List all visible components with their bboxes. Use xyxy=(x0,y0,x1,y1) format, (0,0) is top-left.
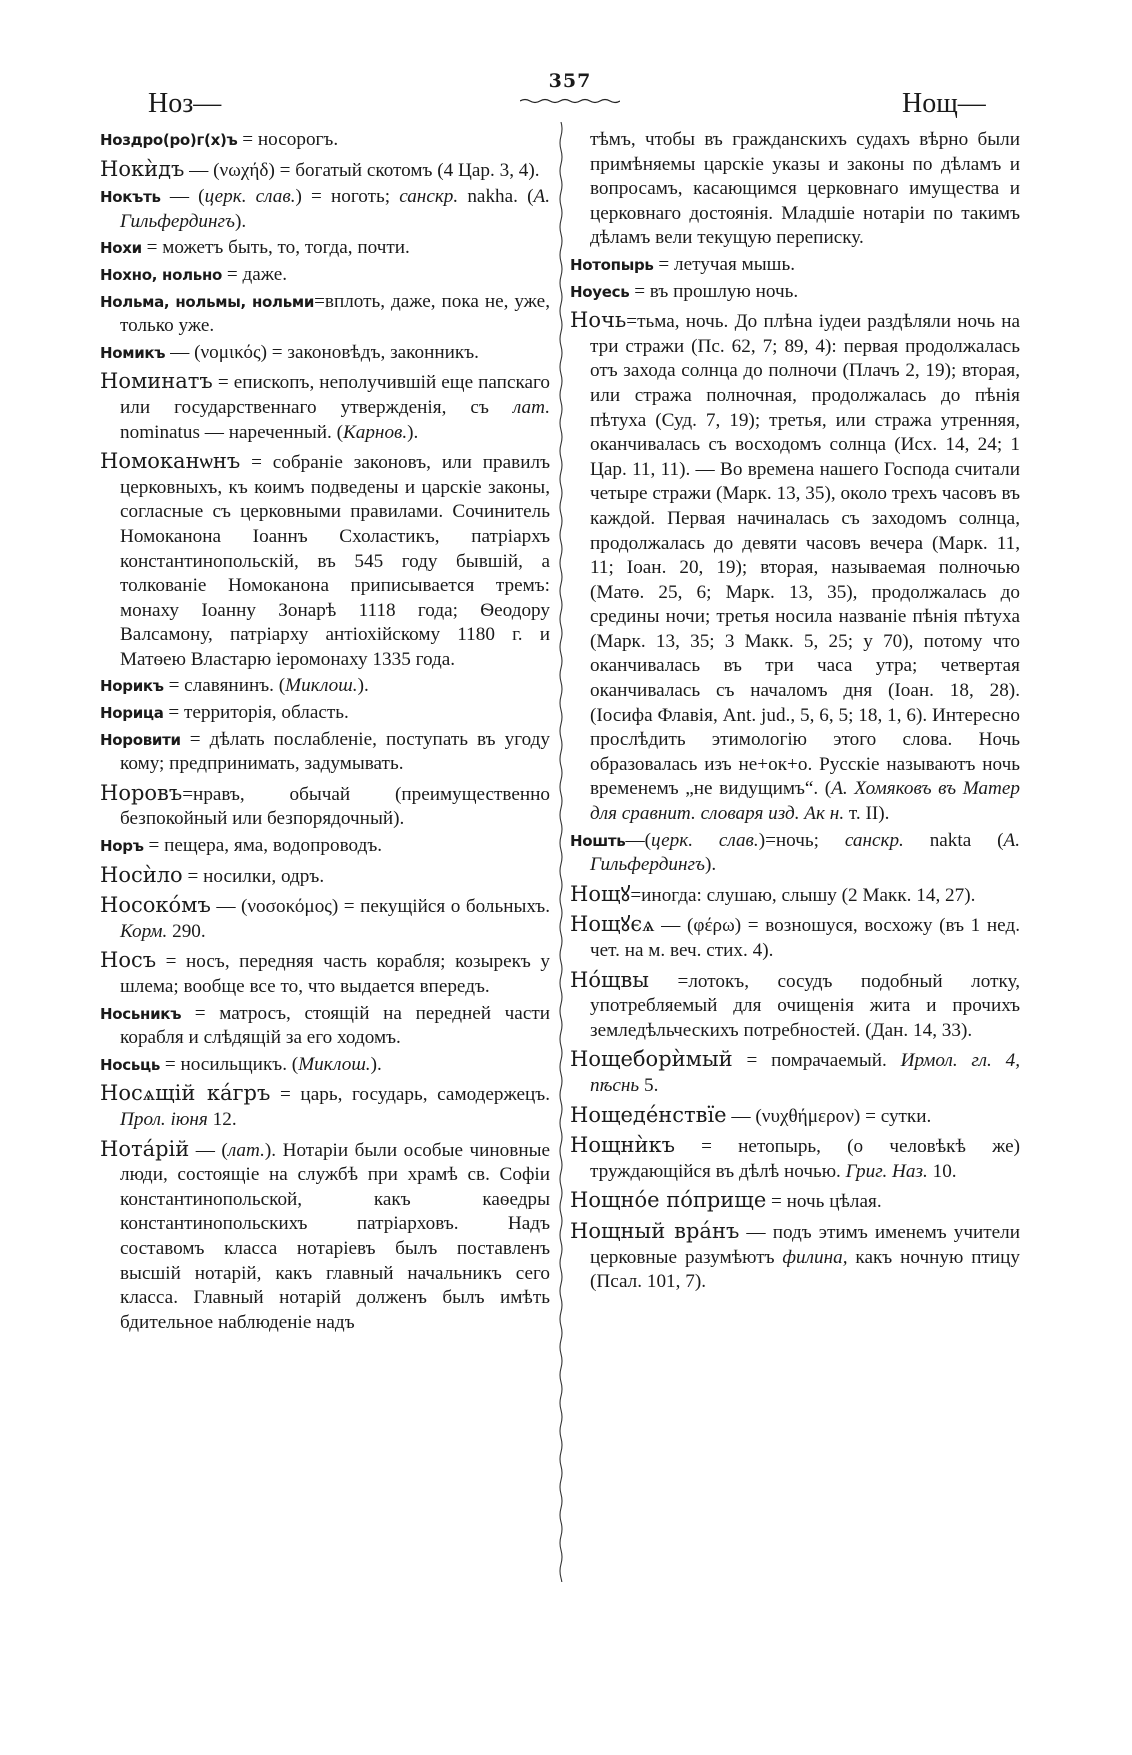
headword: Ношть xyxy=(570,831,626,850)
source-reference: А. Гильфердингъ xyxy=(590,829,1021,876)
dictionary-entry xyxy=(570,1133,1020,1184)
dictionary-entry xyxy=(100,128,550,153)
guide-word-right: Нощ— xyxy=(902,88,986,119)
definition-text: ). xyxy=(407,421,419,443)
definition-text: какъ ночную птицу (Псал. 101, 7). xyxy=(590,1246,1020,1293)
headword: Номинатъ xyxy=(100,369,213,394)
definition-text: 5. xyxy=(639,1074,659,1096)
headword: Норикъ xyxy=(100,677,164,696)
headword: Ноуесь xyxy=(570,282,630,301)
headword: Норовъ xyxy=(100,780,183,805)
dictionary-entry xyxy=(100,701,550,726)
source-reference: Григ. Наз. xyxy=(845,1160,928,1182)
definition-text: = епископъ, неполучившій еще папскаго или государственнаго утвержденія, съ xyxy=(120,372,550,418)
definition-text: — (φέρω) = возношуся, восхожу (въ 1 нед. чет. на м. веч. стих. 4). xyxy=(590,915,1020,961)
dictionary-entry xyxy=(100,728,550,777)
definition-text: = пещера, яма, водопроводъ. xyxy=(143,835,383,857)
definition-text: =вплоть, даже, пока не, уже, только уже. xyxy=(120,290,550,337)
definition-text: = собраніе законовъ, или правилъ церковныхъ, къ коимъ подведены и царскіе законы, согласные съ церковными правилами. Сочинитель Номоканона Іоаннъ Схоластикъ, патріархъ константинопольскій, въ 545 году бывшій, а толкованіе Номоканона приписывается тремъ: монаху Іоанну Зонарѣ 1118 года; Ѳеодору Валсамону, патріарху антіохійскому 1180 г. и Матѳею Властарю іеромонаху 1335 года. xyxy=(120,452,550,670)
headword: Нощнóе пóприще xyxy=(570,1188,767,1213)
definition-text: = ночь цѣлая. xyxy=(766,1191,882,1213)
source-reference: санскр. xyxy=(399,186,459,208)
definition-text: ). xyxy=(357,675,369,697)
definition-text: = славянинъ. ( xyxy=(163,675,286,697)
source-reference: А. Хомяковъ въ Матер для сравнит. словаря изд. Ак н. xyxy=(590,778,1020,825)
headword: Нольма, нольмы, нольми xyxy=(100,292,315,311)
headword: Норица xyxy=(100,704,164,723)
dictionary-entry xyxy=(100,893,550,944)
definition-text: 290. xyxy=(167,920,206,942)
definition-text: 10. xyxy=(927,1160,957,1182)
headword: Носѝло xyxy=(100,862,183,887)
headword: Нощеборѝмый xyxy=(570,1047,733,1072)
source-reference: Прол. іюня xyxy=(120,1108,208,1130)
source-reference: А. Гильфердингъ xyxy=(120,186,551,232)
definition-text: ). Нотаріи были особые чиновные люди, состоящіе на службѣ при храмѣ св. Софіи константинопольской, какъ каѳедры константинопольскихъ патріарховъ. Надъ составомъ класса нотаріевъ былъ поставленъ высшій нотарій, какъ главный начальникъ сего класса. Главный нотарій долженъ былъ имѣть бдительное наблюденіе надъ xyxy=(120,1139,550,1333)
headword: Нотáрій xyxy=(100,1136,190,1161)
dictionary-entry xyxy=(570,912,1020,963)
definition-text: =лотокъ, сосудъ подобный лотку, употребляемый для очищенія жита и прочихъ земледѣльческихъ потребностей. (Дан. 14, 33). xyxy=(590,970,1020,1041)
dictionary-entry xyxy=(100,948,550,999)
dictionary-entry xyxy=(570,1188,1020,1215)
headword: Нощеде́нствїе xyxy=(570,1102,727,1127)
dictionary-entry xyxy=(100,185,550,234)
dictionary-entry xyxy=(570,829,1020,878)
source-reference: церк. слав. xyxy=(651,829,759,851)
headword: Номикъ xyxy=(100,343,166,362)
definition-text: — (νομικός) = законовѣдъ, законникъ. xyxy=(165,341,479,363)
definition-text: = дѣлать послабленіе, поступать въ угоду кому; предпринимать, задумывать. xyxy=(120,728,550,775)
source-reference: Корм. xyxy=(120,920,168,942)
headword: Носокóмъ xyxy=(100,893,211,918)
definition-text: = въ прошлую ночь. xyxy=(629,280,799,302)
definition-text: =тьма, ночь. До плѣна іудеи раздѣляли ночь на три стражи (Пс. 62, 7; 89, 4): первая продолжалась отъ захода солнца до полночи (Плачъ 2, 19); вторая, или стража полночная, продолжалась до пѣнія пѣтуха (Суд. 7, 19); третья, или стража утренняя, оканчивалась съ восходомъ солнца (Исх. 14, 24; 1 Цар. 11, 11). — Во времена нашего Господа считали четыре стражи (Марк. 13, 35), около трехъ часовъ въ каждой. Первая начиналась съ заходомъ солнца, продолжалась до девяти часовъ вечера (Марк. 11, 11; Іоан. 20, 19); вторая, называемая полночью (Матѳ. 25, 6; Марк. 13, 35), продолжалась до средины ночи; третья носила названіе пѣнія пѣтуха (Марк. 13, 35; 3 Макк. 5, 25; у 70), потому что оканчивалась въ три часа утра; четвертая оканчивалась съ началомъ дня (Іоан. 18, 28). (Іосифа Флавія, Ant. jud., 5, 6, 5; 18, 1, 6). Интересно прослѣдить этимологію этого слова. Ночь образовалась изъ не+ок+о. Русскіе называютъ ночь временемъ „не видущимъ“. ( xyxy=(590,311,1020,800)
headword: Носьникъ xyxy=(100,1004,182,1023)
source-reference: Миклош. xyxy=(298,1053,371,1075)
headword: Носѧщій кáгръ xyxy=(100,1081,271,1106)
headword: Носьць xyxy=(100,1055,161,1074)
dictionary-entry xyxy=(100,1053,550,1078)
dictionary-entry xyxy=(570,253,1020,278)
dictionary-entry xyxy=(100,449,550,672)
dictionary-entry xyxy=(100,341,550,366)
definition-text: — (νυχθήμερον) = сутки. xyxy=(726,1105,932,1127)
headword: Нохи xyxy=(100,239,142,258)
definition-text: = летучая мышь. xyxy=(653,253,795,275)
definition-text: =нравъ, обычай (преимущественно безпокойный или безпорядочный). xyxy=(120,783,550,830)
headword: Норъ xyxy=(100,837,144,856)
guide-word-left: Ноз— xyxy=(148,88,222,119)
headword: Нокъть xyxy=(100,188,161,207)
dictionary-entry xyxy=(100,290,550,339)
definition-text: = нетопырь, (о человѣкѣ же) труждающійся въ дѣлѣ ночью. xyxy=(590,1136,1020,1182)
page-number: 357 xyxy=(548,70,592,92)
definition-text: = носорогъ. xyxy=(237,129,339,150)
definition-text: — (νοσοκόμος) = пекущійся о больныхъ. xyxy=(210,896,550,918)
definition-text: ) = ноготь; xyxy=(295,186,400,208)
dictionary-entry xyxy=(570,308,1020,826)
definition-text: ). xyxy=(704,854,717,876)
headword: Нохно, нольно xyxy=(100,265,223,284)
source-reference: лат. xyxy=(227,1139,265,1161)
headword: Нощꙋєѧ xyxy=(570,912,655,937)
headword: Номоканѡнъ xyxy=(100,449,241,474)
headword: Нотопырь xyxy=(570,255,654,274)
definition-text: — (νωχήδ) = богатый скотомъ (4 Цар. 3, 4). xyxy=(184,159,540,181)
definition-text: — ( xyxy=(160,186,205,208)
definition-text: — ( xyxy=(189,1139,228,1161)
entry-continuation xyxy=(570,128,1020,251)
dictionary-entry xyxy=(100,781,550,832)
definition-text: —( xyxy=(625,829,652,851)
headword: Нощный вра́нъ xyxy=(570,1218,740,1243)
definition-text: ). xyxy=(370,1053,382,1075)
headword: Нокѝдъ xyxy=(100,156,185,181)
headword: Нóщвы xyxy=(570,967,650,992)
definition-text: 12. xyxy=(207,1108,237,1130)
definition-text: = носилки, одръ. xyxy=(182,865,325,887)
dictionary-entry xyxy=(100,863,550,890)
dictionary-entry xyxy=(100,834,550,859)
dictionary-entry xyxy=(570,280,1020,305)
dictionary-entry xyxy=(570,882,1020,909)
source-reference: санскр. xyxy=(844,829,904,851)
dictionary-entry xyxy=(570,968,1020,1044)
dictionary-entry xyxy=(100,1002,550,1051)
definition-text: )=ночь; xyxy=(758,829,845,851)
source-reference: Ирмол. гл. 4, пѣснь xyxy=(590,1050,1020,1096)
definition-text: = носильщикъ. ( xyxy=(160,1053,299,1075)
source-reference: лат. xyxy=(512,396,550,418)
dictionary-entry xyxy=(100,674,550,699)
definition-text: — подъ этимъ именемъ учители церковные разумѣютъ xyxy=(590,1221,1020,1268)
source-reference: Карнов. xyxy=(343,421,408,443)
definition-text: = можетъ быть, то, тогда, почти. xyxy=(141,237,410,259)
definition-text: =иногда: слушаю, слышу (2 Макк. 14, 27). xyxy=(630,884,976,906)
dictionary-entry xyxy=(100,263,550,288)
definition-text: = царь, государь, самодержецъ. xyxy=(270,1084,551,1106)
definition-text: = даже. xyxy=(222,263,288,285)
definition-text: = территорія, область. xyxy=(163,702,349,724)
definition-text: = помрачаемый. xyxy=(732,1050,901,1072)
definition-text: = носъ, передняя часть корабля; козырекъ у шлема; вообще все то, что выдается впередъ. xyxy=(120,951,550,997)
definition-text: nakha. ( xyxy=(458,186,534,208)
headword: Нощнѝкъ xyxy=(570,1133,675,1158)
page-number-wavy-rule xyxy=(520,98,620,104)
definition-text: nominatus — нареченный. ( xyxy=(120,421,343,443)
right-column xyxy=(570,128,1020,1297)
source-reference: Миклош. xyxy=(285,675,358,697)
headword: Нощꙋ xyxy=(570,881,631,906)
definition-text: nakta ( xyxy=(903,829,1004,851)
left-column xyxy=(100,128,550,1337)
dictionary-entry xyxy=(100,369,550,445)
headword: Носъ xyxy=(100,948,157,973)
dictionary-entry xyxy=(100,236,550,261)
headword: Ночь xyxy=(570,308,627,333)
source-reference: церк. слав. xyxy=(204,186,296,208)
definition-text: = матросъ, стоящій на передней части корабля и слѣдящій за его ходомъ. xyxy=(120,1002,550,1049)
headword: Ноздро(ро)г(х)ъ xyxy=(100,131,238,149)
dictionary-entry xyxy=(570,1103,1020,1130)
headword: Норовити xyxy=(100,730,181,749)
dictionary-entry xyxy=(570,1047,1020,1098)
dictionary-entry xyxy=(100,157,550,184)
dictionary-entry xyxy=(100,1081,550,1132)
dictionary-entry xyxy=(570,1219,1020,1295)
dictionary-entry xyxy=(100,1137,550,1336)
source-reference: филина, xyxy=(782,1246,848,1268)
column-divider xyxy=(556,122,566,1582)
definition-text: т. II). xyxy=(844,803,890,825)
definition-text: тѣмъ, чтобы въ гражданскихъ судахъ вѣрно были примѣняемы царскіе указы и законы по дѣламъ и вопросамъ, касающимся церковнаго имущества и церковнаго достоянія. Младшіе нотаріи по такимъ дѣламъ вели текущую переписку. xyxy=(590,129,1020,249)
definition-text: ). xyxy=(234,210,247,232)
